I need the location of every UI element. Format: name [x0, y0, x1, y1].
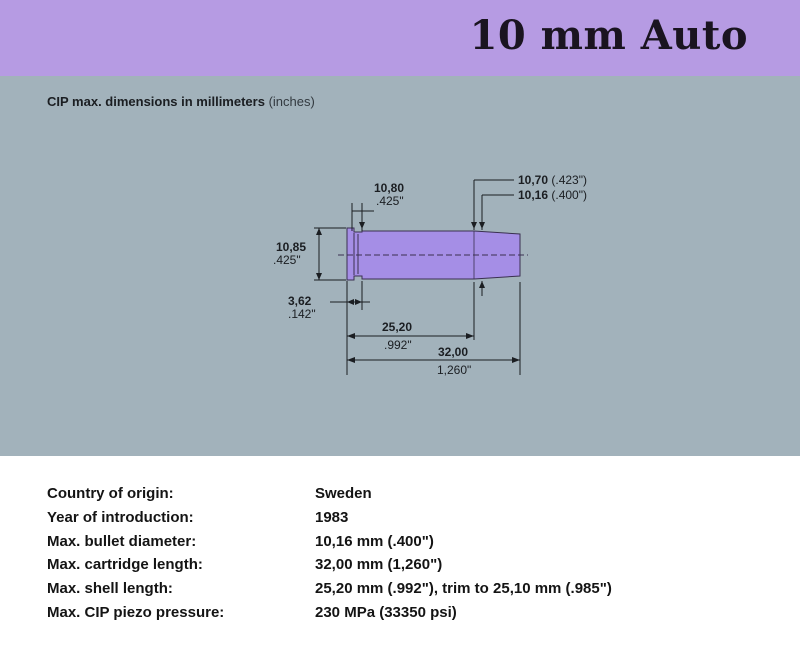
spec-row	[47, 482, 767, 506]
mouth-dia-mm: 10,70	[518, 173, 549, 187]
spec-label: Max. bullet diameter:	[47, 532, 197, 550]
spec-value: 10,16 mm (.400")	[315, 532, 434, 550]
spec-value: 230 MPa (33350 psi)	[315, 603, 457, 621]
bullet-dia-in: (.400")	[551, 188, 587, 202]
spec-row	[47, 600, 767, 624]
spec-value: 25,20 mm (.992"), trim to 25,10 mm (.985")	[315, 580, 612, 598]
cart-len-mm: 32,00	[438, 345, 469, 359]
spec-row	[47, 577, 767, 601]
page-title: 10 mm Auto	[469, 12, 748, 59]
spec-row	[47, 506, 767, 530]
cartridge-outline	[347, 228, 520, 280]
mouth-dia-in: (.423")	[551, 173, 587, 187]
bullet-dia-label	[518, 188, 587, 202]
rim-thick-mm: 3,62	[288, 294, 312, 308]
bullet-dia-mm: 10,16	[518, 188, 549, 202]
spec-label: Year of introduction:	[47, 509, 194, 527]
spec-value: 32,00 mm (1,260")	[315, 556, 443, 574]
spec-value: Sweden	[315, 485, 372, 503]
subtitle-inches-note: (inches)	[268, 94, 315, 109]
cartridge-drawing	[0, 76, 800, 456]
shell-len-mm: 25,20	[382, 320, 413, 334]
spec-row	[47, 553, 767, 577]
spec-row	[47, 529, 767, 553]
rim-dia-mm: 10,85	[276, 240, 307, 254]
base-dia-in: .425"	[376, 194, 404, 208]
rim-dia-in: .425"	[273, 253, 301, 267]
mouth-dia-label	[518, 173, 587, 187]
spec-label: Max. shell length:	[47, 580, 173, 598]
spec-label: Country of origin:	[47, 485, 174, 503]
shell-len-in: .992"	[384, 338, 412, 352]
subtitle-units: CIP max. dimensions in millimeters	[47, 94, 265, 109]
cart-len-in: 1,260"	[437, 363, 472, 377]
spec-value: 1983	[315, 509, 349, 527]
spec-label: Max. CIP piezo pressure:	[47, 603, 225, 621]
dimension-diagram-panel	[0, 76, 800, 456]
title-banner	[0, 0, 800, 76]
base-dia-mm: 10,80	[374, 181, 405, 195]
spec-table	[47, 482, 767, 624]
rim-thick-in: .142"	[288, 307, 316, 321]
spec-label: Max. cartridge length:	[47, 556, 203, 574]
